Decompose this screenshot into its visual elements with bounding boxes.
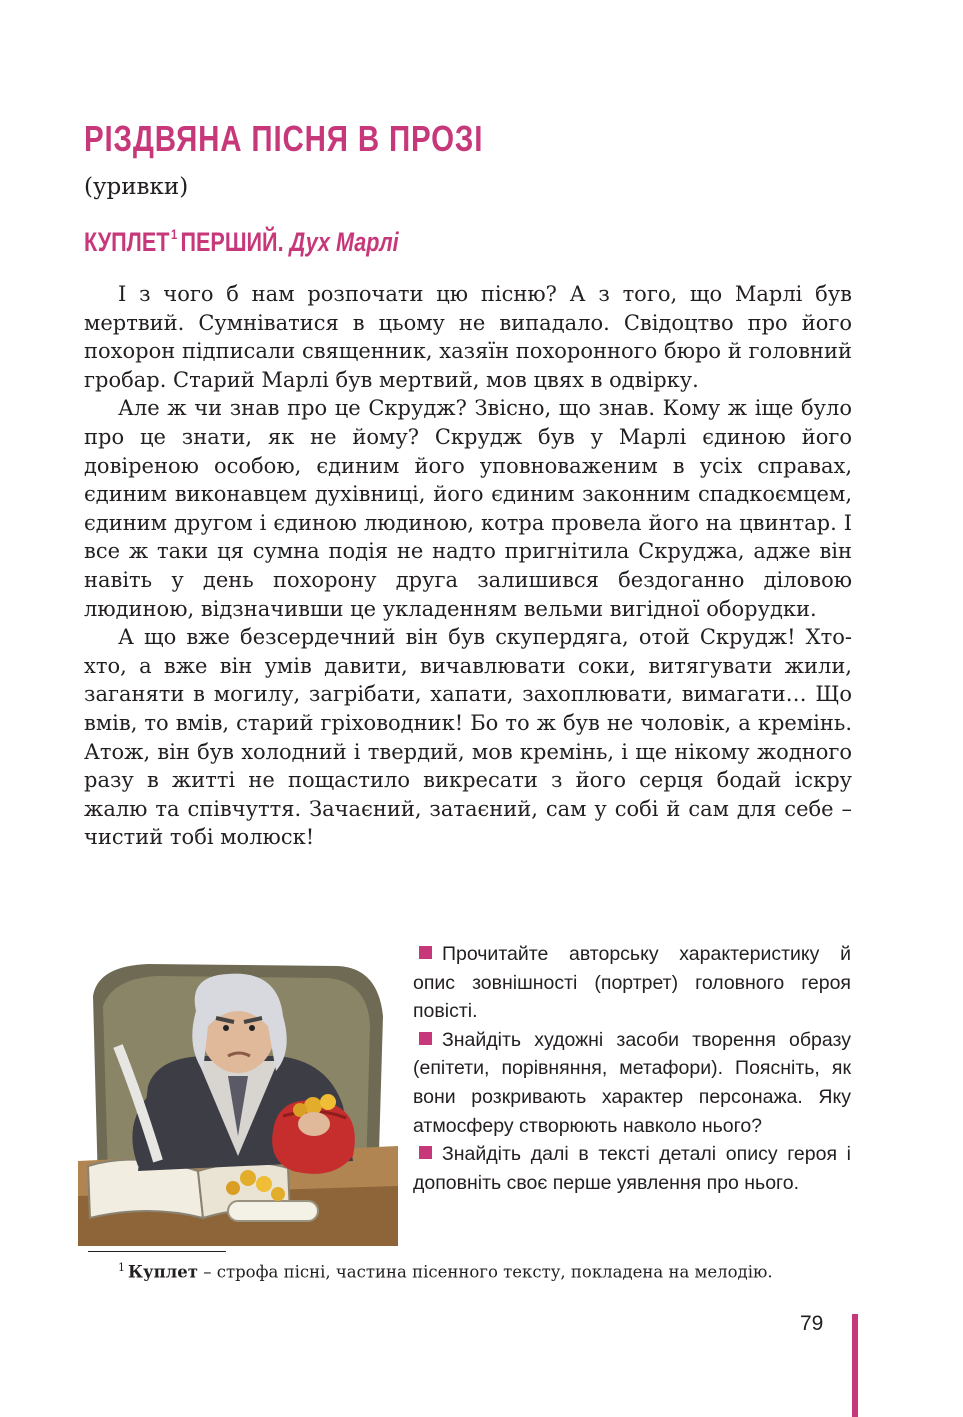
question-item: Знайдіть художні засоби творення образу (епітети, порівняння, метафори). Поясніть, як вони розкривають характер персонажа. Яку атмосферу створюють навколо нього? — [413, 1028, 851, 1137]
question-item: Прочитайте авторську характеристику й опис зовнішності (портрет) головного героя повісті. — [413, 943, 851, 1023]
paragraph: А що вже безсердечний він був скупердяга, отой Скрудж! Хто-хто, а вже він умів давити, вичавлювати соки, витягувати жили, заганяти в могилу, загрібати, хапати, захоплювати, вимагати… Що вмів, то вмів, старий гріховодник! Бо то ж був не чоловік, а кремінь. Атож, він був холодний і твердий, мов кремінь, і ще нікому жодного разу в житті не пощастило викресати з його серця бодай іскру жалю та співчуття. Зачаєний, затаєний, сам у собі й сам для себе – чистий тобі молюск! — [84, 625, 852, 850]
section-name: Дух Марлі — [289, 227, 399, 257]
square-bullet-icon — [419, 1146, 432, 1159]
footnote — [118, 1261, 858, 1282]
page-edge-bar — [852, 1314, 858, 1417]
section-number: ПЕРШИЙ. — [180, 227, 284, 257]
chapter-title: РІЗДВЯНА ПІСНЯ В ПРОЗІ — [84, 118, 484, 159]
question-item: Знайдіть далі в тексті деталі опису героя і доповніть своє перше уявлення про нього. — [413, 1143, 851, 1194]
story-text — [84, 280, 852, 852]
section-heading — [84, 226, 399, 258]
footnote-divider — [88, 1251, 226, 1252]
footnote-mark: 1 — [118, 1261, 125, 1274]
square-bullet-icon — [419, 1032, 432, 1045]
square-bullet-icon — [419, 946, 432, 959]
page-number: 79 — [800, 1312, 824, 1335]
scrooge-illustration — [78, 956, 398, 1246]
paragraph: Але ж чи знав про це Скрудж? Звісно, що знав. Кому ж іще було про це знати, як не йому? Скрудж був у Марлі єдиною його довіреною особою, єдиним його уповноваженим в усіх справах, єдиним виконавцем духівниці, його єдиним законним спадкоємцем, єдиним другом і єдиною людиною, котра провела його на цвинтар. І все ж таки ця сумна подія не надто пригнітила Скруджа, адже він навіть у день похорону друга залишився бездоганно діловою людиною, відзначивши це укладенням вельми вигідної оборудки. — [84, 396, 852, 621]
study-questions — [413, 940, 851, 1197]
footnote-reference[interactable]: 1 — [171, 226, 178, 242]
footnote-definition: – строфа пісні, частина пісенного тексту, покладена на мелодію. — [198, 1262, 773, 1282]
paragraph: І з чого б нам розпочати цю пісню? А з того, що Марлі був мертвий. Сумніватися в цьому не випадало. Свідоцтво про його похорон підписали священник, хазяїн похоронного бюро й головний гробар. Старий Марлі був мертвий, мов цвях в одвірку. — [84, 282, 852, 392]
footnote-term: Куплет — [128, 1262, 199, 1282]
chapter-subtitle: (уривки) — [84, 174, 189, 200]
section-label: КУПЛЕТ — [84, 227, 170, 257]
